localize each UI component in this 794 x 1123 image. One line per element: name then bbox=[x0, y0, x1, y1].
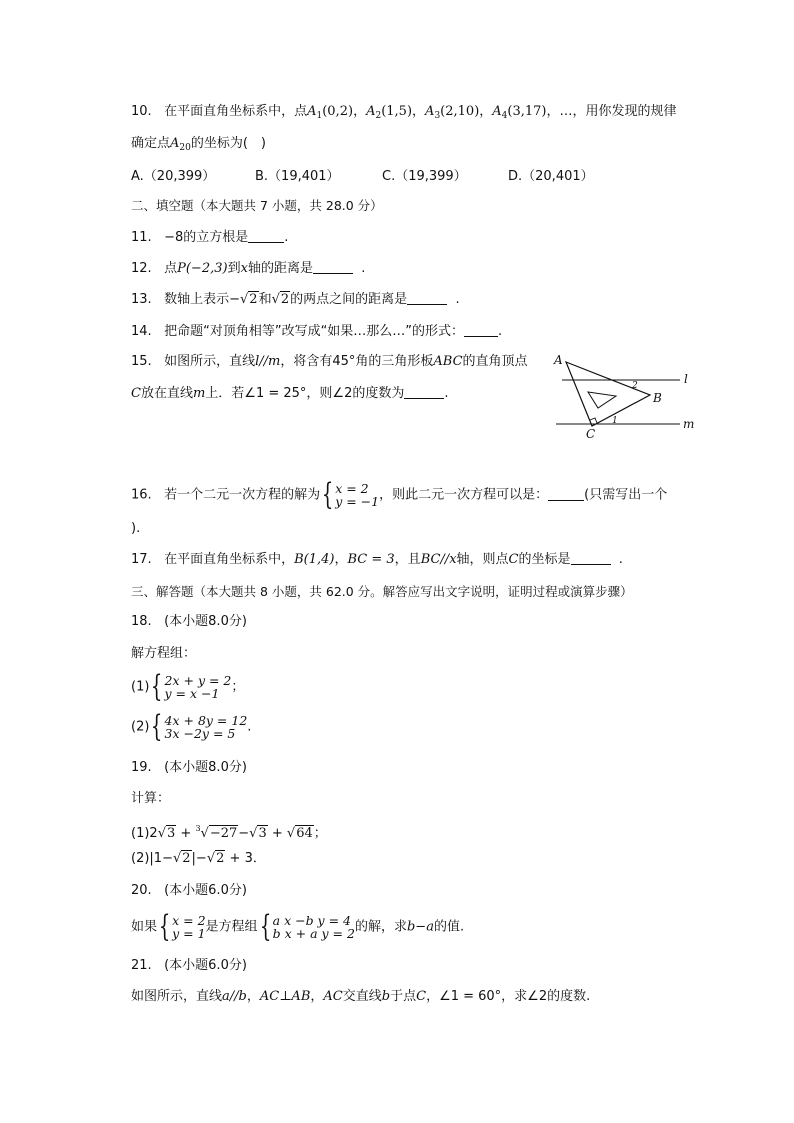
q11-text: −8的立方根是 bbox=[164, 230, 249, 245]
q20-s1-eq2: y = 1 bbox=[172, 926, 206, 941]
q17-end: . bbox=[618, 552, 623, 567]
q20-system-2 bbox=[258, 909, 355, 944]
q21-text-c: ， bbox=[310, 989, 324, 1004]
label-b: B bbox=[653, 391, 662, 405]
q14 bbox=[131, 323, 502, 341]
point-a4: A bbox=[492, 104, 502, 119]
q13-text: 数轴上表示− bbox=[164, 292, 240, 307]
point-a3-sub: 3 bbox=[434, 111, 441, 121]
q16-eq1: x = 2 bbox=[335, 481, 369, 496]
q18-part2-label: (2) bbox=[131, 719, 150, 735]
point-a4-value: (3,17) bbox=[507, 104, 547, 119]
q16-answer-blank[interactable] bbox=[548, 488, 584, 501]
q18-part2-end: . bbox=[247, 719, 252, 735]
q15-point-c: C bbox=[131, 386, 141, 401]
q20-system-1 bbox=[157, 909, 206, 944]
q15-text-e: 上．若∠1 = 25°，则∠2的度数为 bbox=[205, 386, 405, 401]
q19-cube-index: 3 bbox=[195, 824, 201, 833]
section2-heading: 二、填空题（本大题共 7 小题，共 28.0 分） bbox=[131, 198, 383, 213]
q19-number: 19. bbox=[131, 760, 152, 775]
q11 bbox=[131, 229, 288, 247]
q17-bcx: BC//x bbox=[420, 552, 457, 567]
q13-number: 13. bbox=[131, 292, 152, 307]
q12 bbox=[131, 260, 365, 278]
q20-body bbox=[131, 909, 465, 944]
q19-part2-abs-close: |− bbox=[191, 851, 207, 866]
point-a3: A bbox=[425, 104, 435, 119]
triangle-hole bbox=[588, 392, 616, 408]
q15-line1 bbox=[131, 353, 528, 371]
q14-answer-blank[interactable] bbox=[464, 324, 498, 337]
q17-text-b: ， bbox=[334, 552, 348, 567]
q18-part1 bbox=[131, 669, 245, 704]
q13-radicand-1: 2 bbox=[249, 292, 258, 307]
brace-icon: { bbox=[151, 669, 163, 704]
q13 bbox=[131, 291, 460, 309]
q17-bc: BC = 3 bbox=[347, 552, 395, 567]
sqrt-symbol: √ bbox=[286, 826, 296, 841]
q18-part2-eq1: 4x + 8y = 12 bbox=[164, 713, 248, 728]
q12-answer-blank[interactable] bbox=[313, 261, 353, 274]
sqrt-symbol: √ bbox=[240, 292, 249, 307]
q18-points: (本小题8.0分) bbox=[164, 614, 247, 629]
q20-header bbox=[131, 882, 247, 900]
q21-ac: AC bbox=[323, 989, 343, 1004]
q21-number: 21. bbox=[131, 958, 152, 973]
q17-text-d: 轴，则点 bbox=[456, 552, 509, 567]
q16-line1 bbox=[131, 477, 668, 512]
q21-text-e: 于点 bbox=[390, 989, 417, 1004]
q11-answer-blank[interactable] bbox=[248, 230, 284, 243]
q21-line-b: b bbox=[381, 989, 391, 1004]
point-a2: A bbox=[366, 104, 376, 119]
sqrt-symbol: √ bbox=[157, 826, 166, 841]
point-a1-value: (0,2) bbox=[322, 104, 354, 119]
q18-system-2 bbox=[149, 709, 248, 744]
q10-option-b[interactable]: B.（19,401） bbox=[255, 169, 340, 184]
q19-part1-label: (1)2 bbox=[131, 826, 158, 841]
sqrt-symbol: √ bbox=[271, 292, 280, 307]
q17-point-c: C bbox=[508, 552, 519, 567]
q17-text: 在平面直角坐标系中， bbox=[164, 552, 295, 567]
q10-number: 10. bbox=[131, 104, 152, 119]
q21-text-d: 交直线 bbox=[342, 989, 382, 1004]
q19-part2-label: (2)|1− bbox=[131, 851, 173, 866]
q16-eq2: y = −1 bbox=[335, 494, 380, 509]
label-a: A bbox=[554, 353, 563, 367]
point-a4-sub: 4 bbox=[501, 111, 508, 121]
q19-radicand-4: 64 bbox=[296, 826, 313, 841]
q11-number: 11. bbox=[131, 230, 152, 245]
q15-figure bbox=[550, 350, 700, 442]
q10-line1: 10. 在平面直角坐标系中，点$A_1(0,2)$，$A_2(1,5)$，$A_3(2,10)$，$A_4(3,17)$，…，用你发现的规律 bbox=[131, 104, 677, 121]
q15-triangle: ABC bbox=[433, 354, 463, 369]
q13-answer-blank[interactable] bbox=[407, 292, 447, 305]
q13-end: . bbox=[455, 292, 460, 307]
q20-s1-eq1: x = 2 bbox=[172, 913, 206, 928]
q19-prompt: 计算： bbox=[131, 791, 171, 806]
q13-radicand-2: 2 bbox=[280, 292, 290, 307]
q17-text-e: 的坐标是 bbox=[518, 552, 571, 567]
q19-radicand-2: −27 bbox=[209, 826, 238, 841]
q16-text: 若一个二元一次方程的解为 bbox=[164, 487, 321, 503]
q17-number: 17. bbox=[131, 552, 152, 567]
q15-text-b: ，将含有45°角的三角形板 bbox=[280, 354, 434, 369]
q14-text: 把命题“对顶角相等”改写成“如果…那么…”的形式： bbox=[164, 324, 465, 339]
label-angle-2: 2 bbox=[632, 381, 638, 391]
q21-perpendicular: AC⊥AB bbox=[259, 989, 311, 1004]
q18-header bbox=[131, 613, 247, 631]
label-angle-1: 1 bbox=[612, 416, 618, 426]
q17-text-c: ，且 bbox=[394, 552, 421, 567]
q12-text-c: 轴的距离是 bbox=[247, 261, 313, 276]
q10-option-c[interactable]: C.（19,399） bbox=[382, 169, 467, 184]
q10-option-a[interactable]: A.（20,399） bbox=[131, 169, 216, 184]
sqrt-symbol: √ bbox=[206, 851, 216, 866]
sqrt-symbol: √ bbox=[200, 826, 209, 841]
q21-point-c: C bbox=[416, 989, 427, 1004]
q19-part2 bbox=[131, 850, 266, 868]
q17-point-b: B(1,4) bbox=[294, 552, 335, 567]
point-a3-value: (2,10) bbox=[440, 104, 480, 119]
q21-parallel: a//b bbox=[222, 989, 247, 1004]
q14-end: . bbox=[498, 324, 503, 339]
q12-number: 12. bbox=[131, 261, 152, 276]
q16-line2: ). bbox=[131, 521, 141, 536]
point-a20-sub: 20 bbox=[179, 143, 191, 153]
q19-points: (本小题8.0分) bbox=[164, 760, 247, 775]
q16-text-c: (只需写出一个 bbox=[584, 487, 668, 503]
q10-line2 bbox=[131, 135, 266, 157]
brace-icon: { bbox=[158, 909, 171, 944]
q12-point: P(−2,3) bbox=[177, 261, 228, 276]
q10-stem-end: ，…，用你发现的规律 bbox=[546, 104, 677, 119]
q17-answer-blank[interactable] bbox=[571, 552, 611, 565]
q19-part2-end: + 3． bbox=[225, 851, 266, 866]
q13-text-c: 的两点之间的距离是 bbox=[290, 292, 408, 307]
q19-part2-radicand-1: 2 bbox=[182, 851, 191, 866]
q15-answer-blank[interactable] bbox=[404, 386, 444, 399]
brace-icon: { bbox=[151, 709, 163, 744]
q20-s2-eq1: a x −b y = 4 bbox=[272, 913, 351, 928]
q12-text-b: 到 bbox=[227, 261, 241, 276]
q12-end: . bbox=[361, 261, 366, 276]
q21-header bbox=[131, 957, 247, 975]
label-m: m bbox=[683, 417, 695, 431]
q19-plus-2: + bbox=[267, 826, 287, 841]
q11-end: . bbox=[284, 230, 289, 245]
q21-body bbox=[131, 988, 590, 1006]
q19-part1 bbox=[131, 820, 327, 843]
q18-part1-label: (1) bbox=[131, 679, 150, 695]
point-a20: A bbox=[170, 136, 180, 151]
q19-radicand-1: 3 bbox=[166, 826, 176, 841]
q18-prompt: 解方程组： bbox=[131, 646, 197, 661]
q19-radicand-3: 3 bbox=[258, 826, 267, 841]
q16-number: 16. bbox=[131, 487, 152, 503]
q18-part2 bbox=[131, 709, 252, 744]
q18-part1-eq1: 2x + y = 2 bbox=[164, 673, 232, 688]
sqrt-symbol: √ bbox=[249, 826, 258, 841]
q15-parallel: l//m bbox=[255, 354, 281, 369]
section3-heading: 三、解答题（本大题共 8 小题，共 62.0 分。解答应写出文字说明，证明过程或演算步骤） bbox=[131, 584, 633, 599]
q18-part2-eq2: 3x −2y = 5 bbox=[164, 726, 236, 741]
q16-system bbox=[320, 477, 380, 512]
q17 bbox=[131, 551, 623, 569]
q15-text: 如图所示，直线 bbox=[164, 354, 256, 369]
q21-end: ，∠1 = 60°，求∠2的度数. bbox=[426, 989, 591, 1004]
q20-end: 的值. bbox=[433, 919, 465, 935]
point-a1-sub: 1 bbox=[316, 111, 323, 121]
q13-text-b: 和 bbox=[258, 292, 272, 307]
q15-text-d: 放在直线 bbox=[140, 386, 193, 401]
q18-part1-end: ； bbox=[231, 679, 245, 695]
sqrt-symbol: √ bbox=[172, 851, 182, 866]
q20-text-b: 是方程组 bbox=[205, 919, 258, 935]
q19-minus: − bbox=[238, 826, 250, 841]
triangle-abc bbox=[566, 362, 650, 426]
q20-text: 如果 bbox=[131, 919, 158, 935]
q20-text-c: 的解，求 bbox=[354, 919, 407, 935]
q10-option-d[interactable]: D.（20,401） bbox=[508, 169, 594, 184]
point-a2-sub: 2 bbox=[375, 111, 382, 121]
q14-number: 14. bbox=[131, 324, 152, 339]
q18-system-1 bbox=[149, 669, 232, 704]
q12-axis: x bbox=[240, 261, 248, 276]
q18-number: 18. bbox=[131, 614, 152, 629]
q15-line2 bbox=[131, 385, 449, 403]
q21-text-b: ， bbox=[246, 989, 260, 1004]
q20-s2-eq2: b x + a y = 2 bbox=[272, 926, 355, 941]
q15-number: 15. bbox=[131, 354, 152, 369]
q15-line-m: m bbox=[192, 386, 206, 401]
q19-header bbox=[131, 759, 247, 777]
q10-line2-end: 的坐标为( ) bbox=[190, 136, 267, 151]
q19-part2-radicand-2: 2 bbox=[216, 851, 225, 866]
brace-icon: { bbox=[259, 909, 271, 944]
label-c: C bbox=[586, 427, 596, 441]
q16-text-b: ，则此二元一次方程可以是： bbox=[379, 487, 549, 503]
q21-points: (本小题6.0分) bbox=[164, 958, 247, 973]
q20-number: 20. bbox=[131, 883, 152, 898]
q15-text-c: 的直角顶点 bbox=[462, 354, 528, 369]
q12-text: 点 bbox=[164, 261, 178, 276]
q19-plus-1: + bbox=[176, 826, 196, 841]
q18-part1-eq2: y = x −1 bbox=[164, 686, 220, 701]
q10-stem: 在平面直角坐标系中，点 bbox=[164, 104, 308, 119]
q15-end: . bbox=[444, 386, 449, 401]
q10-line2-text: 确定点 bbox=[131, 136, 171, 151]
q20-expression: b−a bbox=[406, 919, 434, 935]
point-a1: A bbox=[307, 104, 317, 119]
point-a2-value: (1,5) bbox=[381, 104, 413, 119]
q21-text: 如图所示，直线 bbox=[131, 989, 223, 1004]
brace-icon: { bbox=[321, 477, 334, 512]
q19-part1-end: ； bbox=[313, 826, 327, 841]
q20-points: (本小题6.0分) bbox=[164, 883, 247, 898]
label-l: l bbox=[684, 372, 688, 386]
